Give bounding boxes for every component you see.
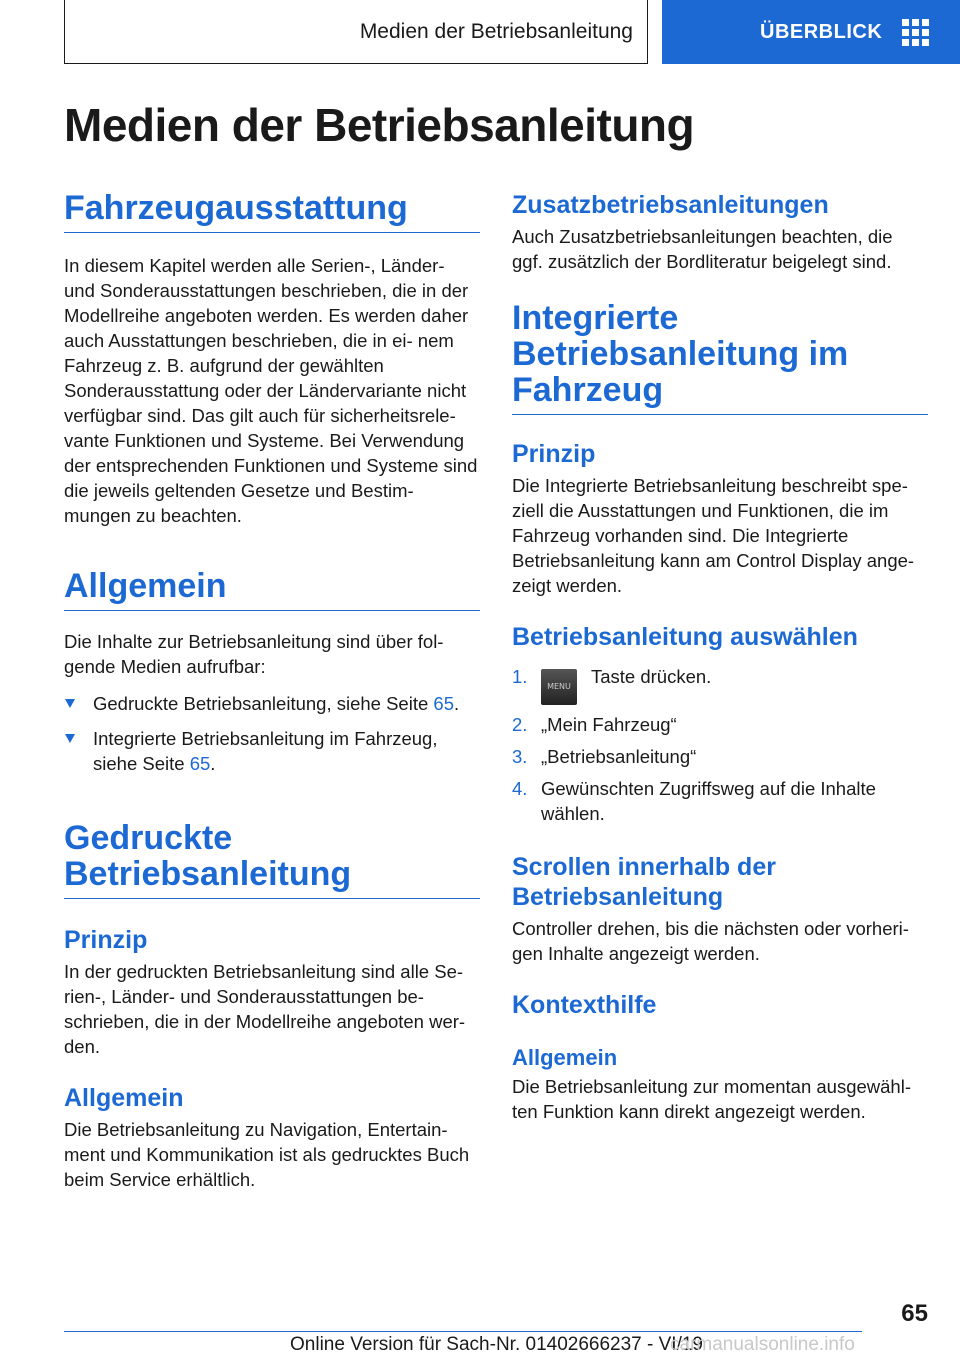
heading-integrierte-betriebsanleitung: Integrierte Betriebsanleitung im Fahrzeug xyxy=(512,300,928,415)
heading-betriebsanleitung-auswaehlen: Betriebsanleitung auswählen xyxy=(512,623,858,651)
zusatz-text: Auch Zusatzbetriebsanleitungen beachten, die ggf. zusätzlich der Bordliteratur beigelegt sind. xyxy=(512,226,893,272)
heading-gedruckte-betriebsanleitung: Gedruckte Betriebsanleitung xyxy=(64,820,480,899)
section-title-text: Medien der Betriebsanleitung xyxy=(359,19,633,43)
list-item-text: Integrierte Betriebsanleitung im Fahrzeug, siehe Seite xyxy=(93,728,438,774)
step-number: 4. xyxy=(512,778,528,799)
fahrzeugausstattung-text: In diesem Kapitel werden alle Serien-, Länder- und Sonderausstattungen beschrieben, die in der Modellreihe angeboten werden. Es werden daher auch Ausstattungen beschrieben, die in ei- nem Fahrzeug z. B. aufgrund der gewählten Sonderausstattung oder der Ländervariante nicht verfügbar sind. Das gilt auch für sicherheitsrele- vante Funktionen und Systeme. Bei Verwendung der entsprechenden Funktionen und Systeme sind die jeweils geltenden Gesetze und Bestim- mungen zu beachten. xyxy=(64,255,478,526)
heading-kontext-allgemein: Allgemein xyxy=(512,1045,618,1070)
menu-button-icon: MENU xyxy=(541,669,577,705)
scrollen-text: Controller drehen, bis die nächsten oder vorheri- gen Inhalte angezeigt werden. xyxy=(512,918,909,964)
page-number: 65 xyxy=(901,1300,928,1327)
page-link[interactable]: 65 xyxy=(433,693,454,714)
bullet-triangle-icon xyxy=(65,734,75,743)
bullet-triangle-icon xyxy=(65,699,75,708)
footer-watermark: carmanualsonline.info xyxy=(670,1334,855,1355)
steps-list xyxy=(512,664,928,826)
step-text: „Betriebsanleitung“ xyxy=(541,746,697,767)
step-text: Gewünschten Zugriffsweg auf die Inhalte wählen. xyxy=(541,778,876,824)
right-column xyxy=(512,190,928,1124)
list-item-end: . xyxy=(210,753,216,774)
step-text: Taste drücken. xyxy=(591,666,712,687)
list-item xyxy=(64,691,480,716)
heading-prinzip: Prinzip xyxy=(64,926,148,954)
step-number: 1. xyxy=(512,666,528,687)
step-item xyxy=(512,712,928,737)
heading-allgemein-2: Allgemein xyxy=(64,1084,184,1112)
list-item-end: . xyxy=(453,693,460,714)
heading-kontexthilfe: Kontexthilfe xyxy=(512,991,657,1019)
step-number: 2. xyxy=(512,714,528,735)
step-number: 3. xyxy=(512,746,528,767)
kontext-text: Die Betriebsanleitung zur momentan ausgewähl- ten Funktion kann direkt angezeigt werden. xyxy=(512,1076,911,1122)
page-title: Medien der Betriebsanleitung xyxy=(64,99,695,151)
heading-allgemein: Allgemein xyxy=(64,568,480,611)
footer-online-version: Online Version für Sach-Nr. 01402666237 - VI/19 xyxy=(290,1334,703,1355)
overview-nav-label: ÜBERBLICK xyxy=(760,20,883,43)
prinzip-text: In der gedruckten Betriebsanleitung sind alle Se- rien-, Länder- und Sonderausstattungen be- schrieben, die in der Modellreihe angeboten wer- den. xyxy=(64,961,466,1057)
allgemein-text: Die Inhalte zur Betriebsanleitung sind über fol- gende Medien aufrufbar: xyxy=(64,631,444,677)
left-column xyxy=(64,190,480,1192)
overview-nav-button[interactable] xyxy=(662,0,960,64)
header-section-title xyxy=(64,0,648,64)
heading-scrollen: Scrollen innerhalb der Betriebsanleitung xyxy=(512,853,776,911)
step-text: „Mein Fahrzeug“ xyxy=(541,714,677,735)
list-item-text: Gedruckte Betriebsanleitung, siehe Seite xyxy=(93,693,434,714)
allgemein-2-text: Die Betriebsanleitung zu Navigation, Entertain- ment und Kommunikation ist als gedrucktes Buch beim Service erhältlich. xyxy=(64,1119,470,1190)
grid-menu-icon xyxy=(902,19,929,46)
heading-zusatzbetriebsanleitungen: Zusatzbetriebsanleitungen xyxy=(512,191,829,219)
footer-divider xyxy=(64,1331,862,1332)
list-item xyxy=(64,726,480,776)
heading-prinzip-right: Prinzip xyxy=(512,440,596,468)
media-list xyxy=(64,691,480,776)
step-item xyxy=(512,744,928,769)
page-link[interactable]: 65 xyxy=(189,753,211,774)
prinzip-right-text: Die Integrierte Betriebsanleitung beschreibt spe- ziell die Ausstattungen und Funktionen, die im Fahrzeug vorhanden sind. Die Integrierte Betriebsanleitung kann am Control Display ange- zeigt werden. xyxy=(512,475,915,596)
step-item xyxy=(512,776,928,826)
step-item xyxy=(512,664,928,705)
heading-fahrzeugausstattung: Fahrzeugausstattung xyxy=(64,190,480,233)
